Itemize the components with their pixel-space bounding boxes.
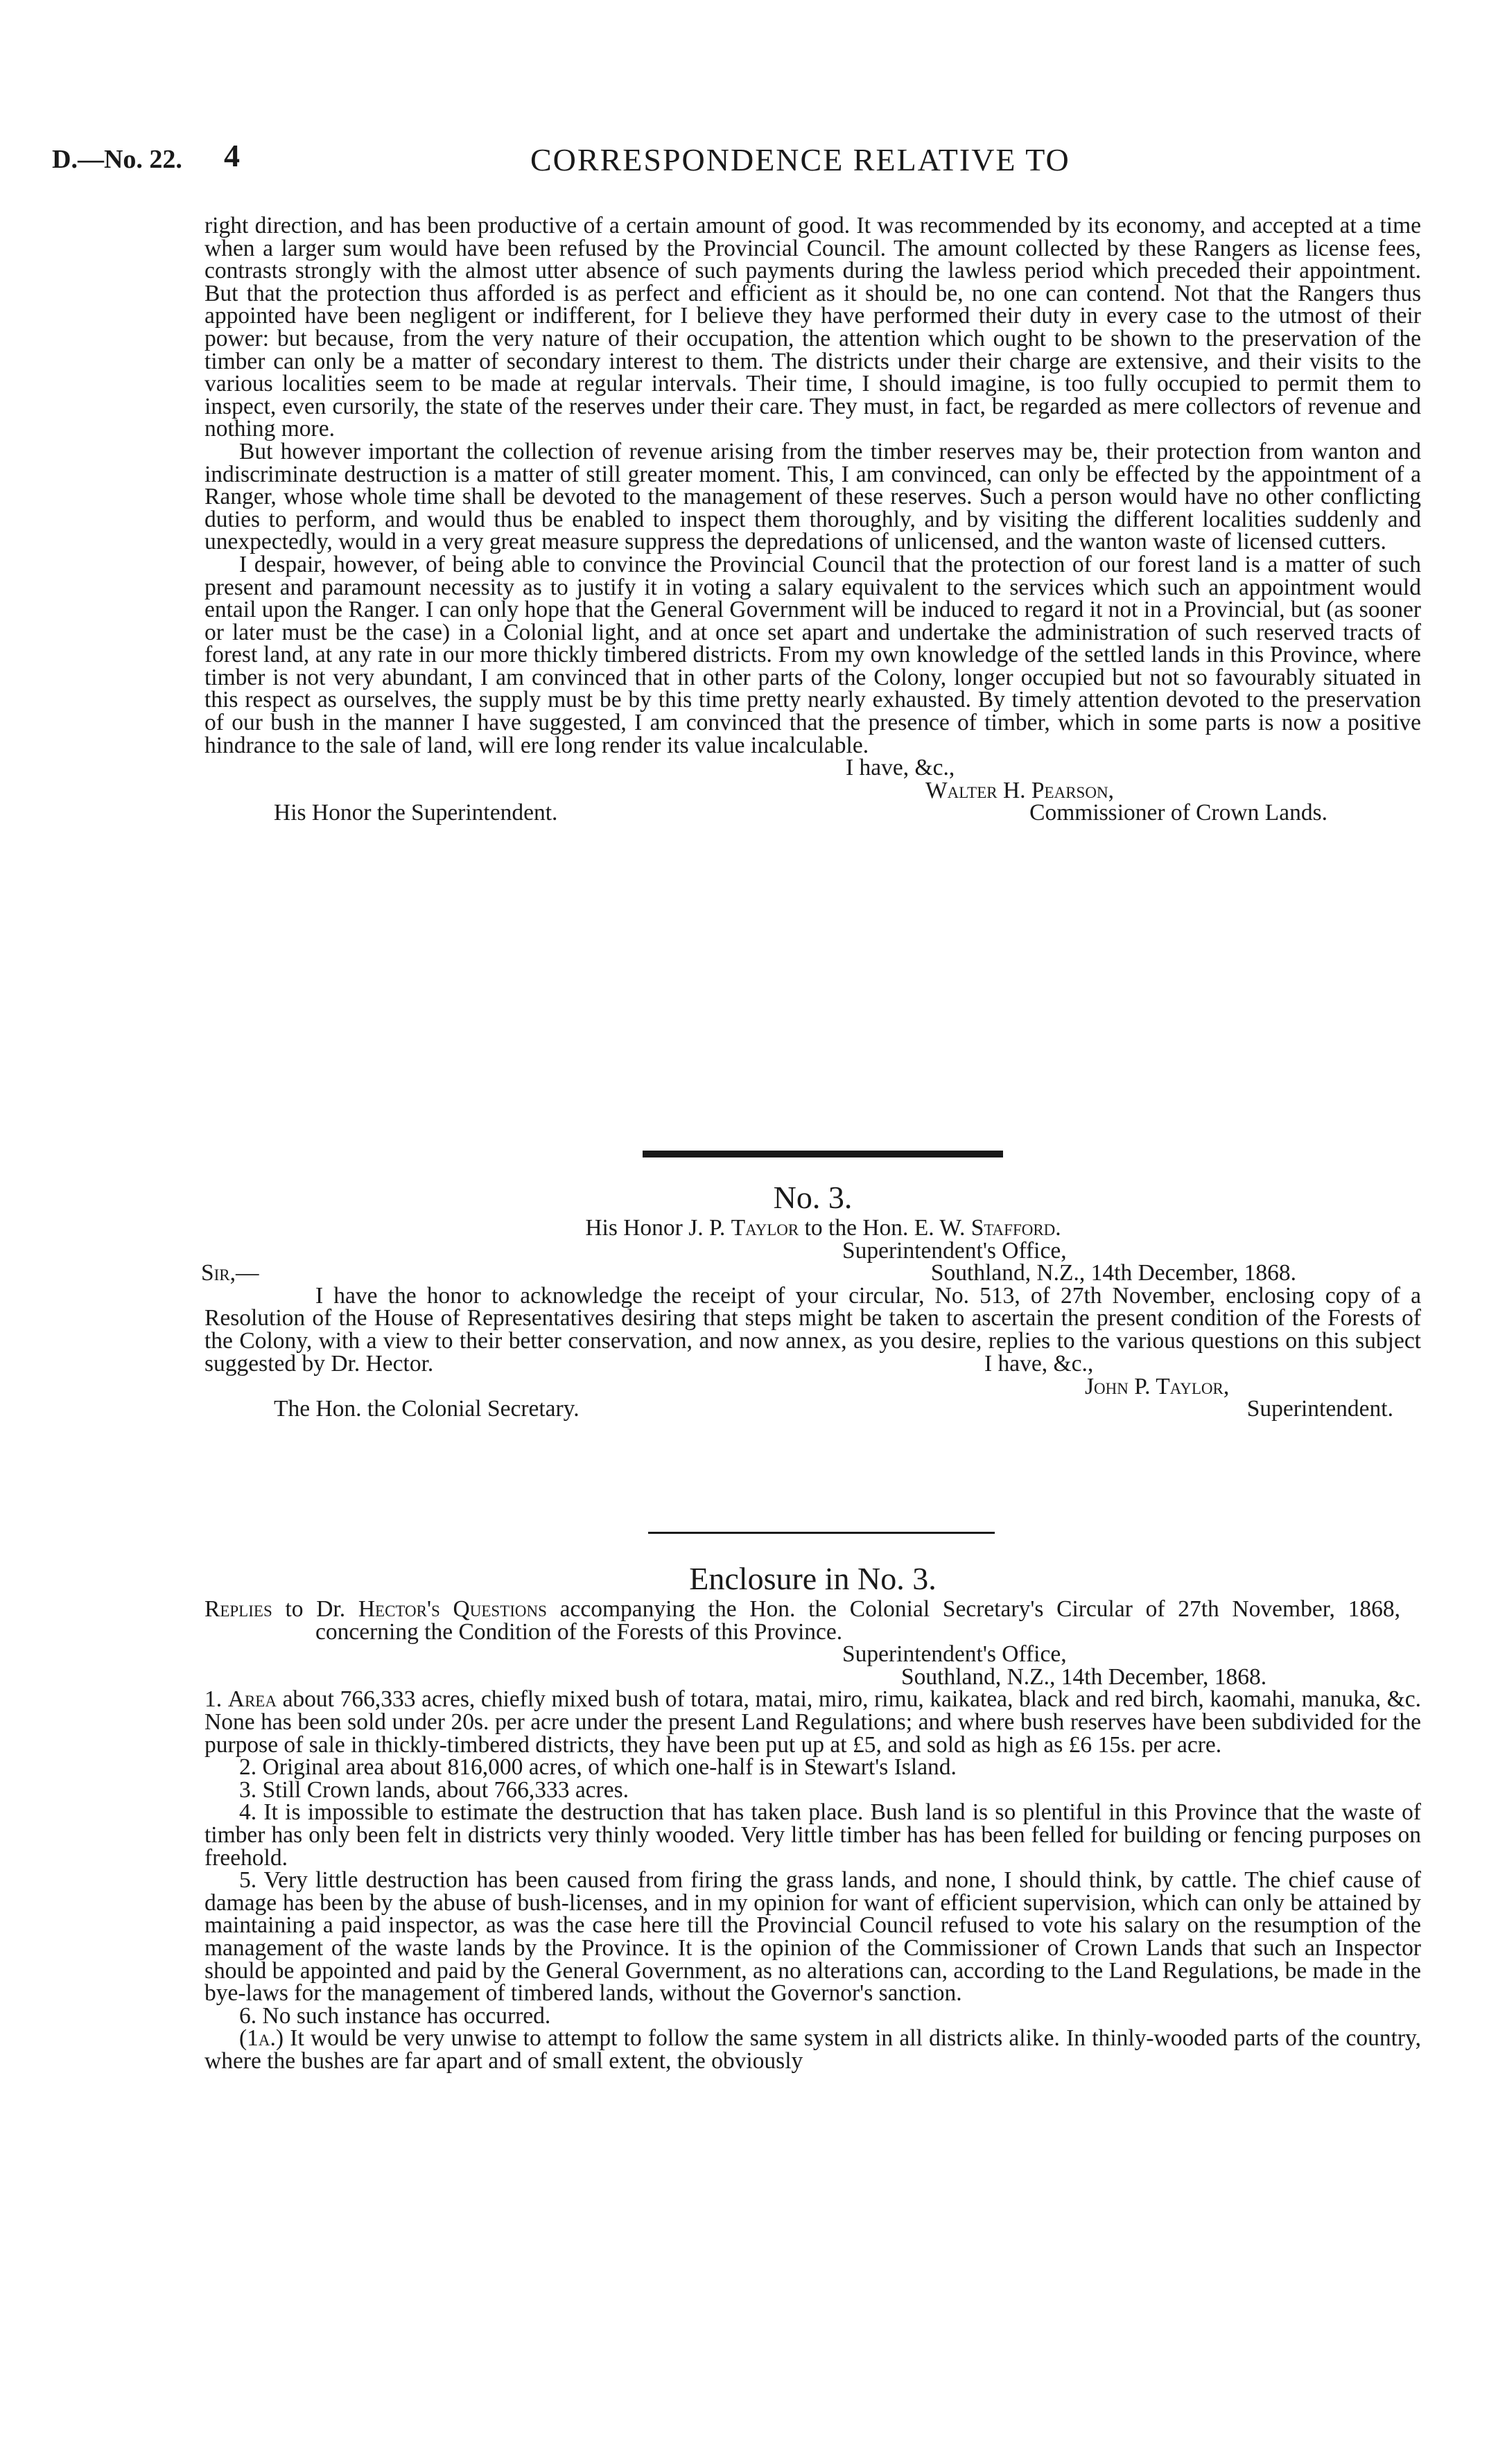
salutation: Sir,— [201, 1260, 259, 1286]
addressee: The Hon. the Colonial Secretary. [274, 1396, 580, 1422]
signatory: John P. Taylor, [1085, 1373, 1230, 1399]
paragraph: I despair, however, of being able to convince the Provincial Council that the protection of our forest land is a matter of such present and paramount necessity as to justify it in voting a salary equivalent to the services which such an appointment would entail upon the Ranger. I can only hope that the General Government will be induced to regard it not in a Provincial, but (as sooner or later must be the case) in a Colonial light, and at once set apart and undertake the administration of such reserved tracts of forest land, at any rate in our more thickly timbered districts. From my own knowledge of the settled lands in this Province, where timber is not very abundant, I am convinced that in other parts of the Colony, longer occupied but not so favourably situated in this respect as ourselves, the supply must be by this time pretty nearly exhausted. By timely attention devoted to the preservation of our bush in the manner I have suggested, I am convinced that the presence of timber, which in some parts is now a positive hindrance to the sale of land, will ere long render its value incalculable. [204, 551, 1421, 758]
reply-item-1a: (1a.) It would be very unwise to attempt to follow the same system in all districts alike. In thinly-wooded parts of the country, where the bushes are far apart and of small extent, the obviously [204, 2025, 1421, 2074]
closing: I have, &c., [846, 755, 955, 781]
section-divider [643, 1151, 1003, 1157]
letter-heading: No. 3. [773, 1180, 853, 1215]
paper-reference: D.—No. 22. [52, 145, 182, 174]
sign-off-row [204, 1398, 1421, 1421]
reply-item-4: 4. It is impossible to estimate the destruction that has taken place. Bush land is so plentiful in this Province that the waste of timber has only been felt in districts very thinly wooded. Very little timber has has been felled for building or fencing purposes on freehold. [204, 1799, 1421, 1871]
letter-2-continuation [204, 215, 1421, 825]
address-line-2: Southland, N.Z., 14th December, 1868. [930, 1260, 1296, 1286]
reply-item-5: 5. Very little destruction has been caused from firing the grass lands, and none, I should think, by cattle. The chief cause of damage has been by the abuse of bush-licenses, and in my opinion for want of efficient supervision, which can only be attained by maintaining a paid inspector, as was the case here till the Provincial Council refused to vote his salary on the resumption of the management of the waste lands by the Province. It is the opinion of the Commissioner of Crown Lands that such an Inspector should be appointed and paid by the General Government, as no alterations can, according to the Land Regulations, be made in the bye-laws for the management of timbered lands, without the Governor's sanction. [204, 1867, 1421, 2007]
closing: I have, &c., [984, 1351, 1094, 1377]
reply-item-6: 6. No such instance has occurred. [239, 2002, 551, 2029]
signatory-title: Superintendent. [1246, 1396, 1393, 1422]
page-number: 4 [224, 138, 240, 173]
letter-subheading: His Honor J. P. Taylor to the Hon. E. W. Stafford. [585, 1215, 1061, 1241]
addressee: His Honor the Superintendent. [274, 800, 558, 826]
enclosure-intro: Replies to Dr. Hector's Questions accompanying the Hon. the Colonial Secretary's Circular of 27th November, 1868, concerning the Condition of the Forests of this Province. [204, 1596, 1401, 1645]
reply-item-3: 3. Still Crown lands, about 766,333 acres. [239, 1776, 629, 1803]
paragraph: right direction, and has been productive of a certain amount of good. It was recommended by its economy, and accepted at a time when a larger sum would have been refused by the Provincial Council. The amount collected by these Rangers as license fees, contrasts strongly with the almost utter absence of such payments during the lawless period which preceded their appointment. But that the protection thus afforded is as perfect and efficient as it should be, no one can contend. Not that the Rangers thus appointed have been negligent or indifferent, for I believe they have performed their duty in every case to the utmost of their power: but because, from the very nature of their occupation, the attention which ought to be shown to the preservation of the timber can only be a matter of secondary interest to them. The districts under their charge are extensive, and their visits to the various localities seem to be made at regular intervals. Their time, I should imagine, is too fully occupied to permit them to inspect, even cursorily, the state of the reserves under their care. They must, in fact, be regarded as mere collectors of revenue and nothing more. [204, 213, 1421, 442]
salutation-row [201, 1260, 1421, 1286]
enclosure-heading: Enclosure in No. 3. [689, 1561, 937, 1596]
section-divider [648, 1532, 995, 1534]
address-line-1: Superintendent's Office, [842, 1641, 1067, 1668]
signatory: Walter H. Pearson, [925, 777, 1114, 803]
enclosure [204, 1559, 1421, 2072]
page-header [52, 137, 1411, 186]
sign-off-row [204, 802, 1421, 825]
signatory-title: Commissioner of Crown Lands. [1029, 800, 1327, 826]
reply-item-2: 2. Original area about 816,000 acres, of which one-half is in Stewart's Island. [239, 1754, 957, 1781]
address-line-2: Southland, N.Z., 14th December, 1868. [901, 1663, 1267, 1690]
paragraph: I have the honor to acknowledge the receipt of your circular, No. 513, of 27th November, enclosing copy of a Resolution of the House of Representatives desiring that steps might be taken to ascertain the present condition of the Forests of the Colony, with a view to their better conservation, and now annex, as you desire, replies to the various questions on this subject suggested by Dr. Hector. [204, 1282, 1421, 1377]
paragraph: But however important the collection of revenue arising from the timber reserves may be, their protection from wanton and indiscriminate destruction is a matter of still greater moment. This, I am convinced, can only be effected by the appointment of a Ranger, whose whole time shall be devoted to the management of these reserves. Such a person would have no other conflicting duties to perform, and would thus be enabled to inspect them thoroughly, and by visiting the different localities suddenly and unexpectedly, would in a very great measure suppress the depredations of unlicensed, and the wanton waste of licensed cutters. [204, 438, 1421, 555]
letter-3 [201, 1178, 1421, 1422]
address-line-1: Superintendent's Office, [842, 1237, 1067, 1264]
running-title: CORRESPONDENCE RELATIVE TO [530, 142, 1070, 177]
reply-item-1: 1. Area about 766,333 acres, chiefly mixed bush of totara, matai, miro, rimu, kaikatea, black and red birch, kaomahi, manuka, &c. None has been sold under 20s. per acre under the present Land Regulations; and where bush reserves have been subdivided for the purpose of sale in thickly-timbered districts, they have been put up at £5, and sold as high as £6 15s. per acre. [204, 1686, 1422, 1758]
